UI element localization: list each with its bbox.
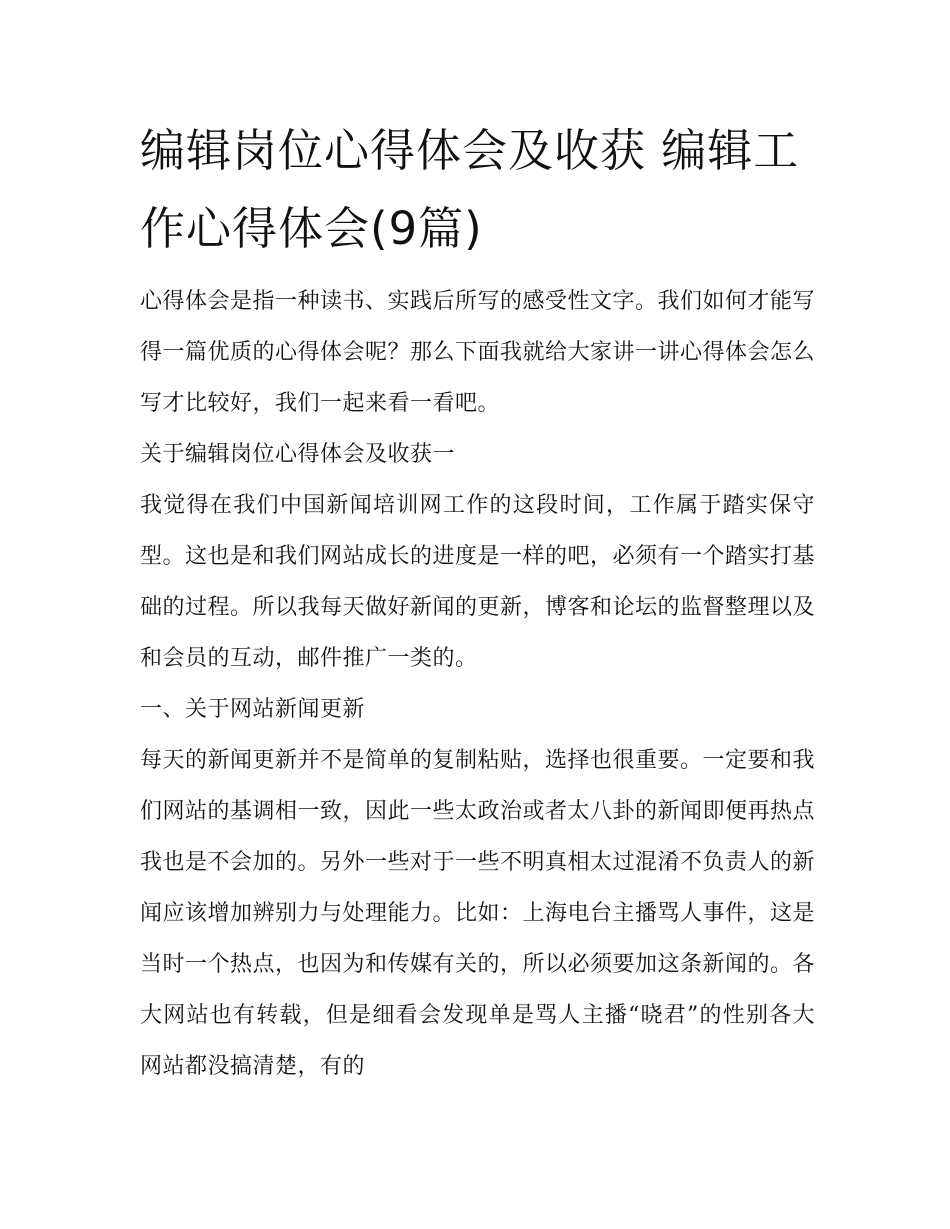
- paragraph-body-1: 我觉得在我们中国新闻培训网工作的这段时间，工作属于踏实保守型。这也是和我们网站成长的进度是一样的吧，必须有一个踏实打基础的过程。所以我每天做好新闻的更新，博客和论坛的监督整理以及和会员的互动，邮件推广一类的。: [140, 493, 816, 671]
- subsection-heading-1: 一、关于网站新闻更新: [140, 697, 366, 722]
- section-heading-1: 关于编辑岗位心得体会及收获一: [140, 442, 456, 467]
- document-page: [140, 112, 815, 1092]
- paragraph-intro: 心得体会是指一种读书、实践后所写的感受性文字。我们如何才能写得一篇优质的心得体会呢？那么下面我就给大家讲一讲心得体会怎么写才比较好，我们一起来看一看吧。: [140, 289, 816, 416]
- paragraph-body-2: 每天的新闻更新并不是简单的复制粘贴，选择也很重要。一定要和我们网站的基调相一致，因此一些太政治或者太八卦的新闻即便再热点我也是不会加的。另外一些对于一些不明真相太过混淆不负责人的新闻应该增加辨别力与处理能力。比如：上海电台主播骂人事件，这是当时一个热点，也因为和传媒有关的，所以必须要加这条新闻的。各大网站也有转载，但是细看会发现单是骂人主播“晓君”的性别各大网站都没搞清楚，有的: [140, 748, 816, 1079]
- document-title: 编辑岗位心得体会及收获 编辑工作心得体会(9篇): [140, 124, 800, 255]
